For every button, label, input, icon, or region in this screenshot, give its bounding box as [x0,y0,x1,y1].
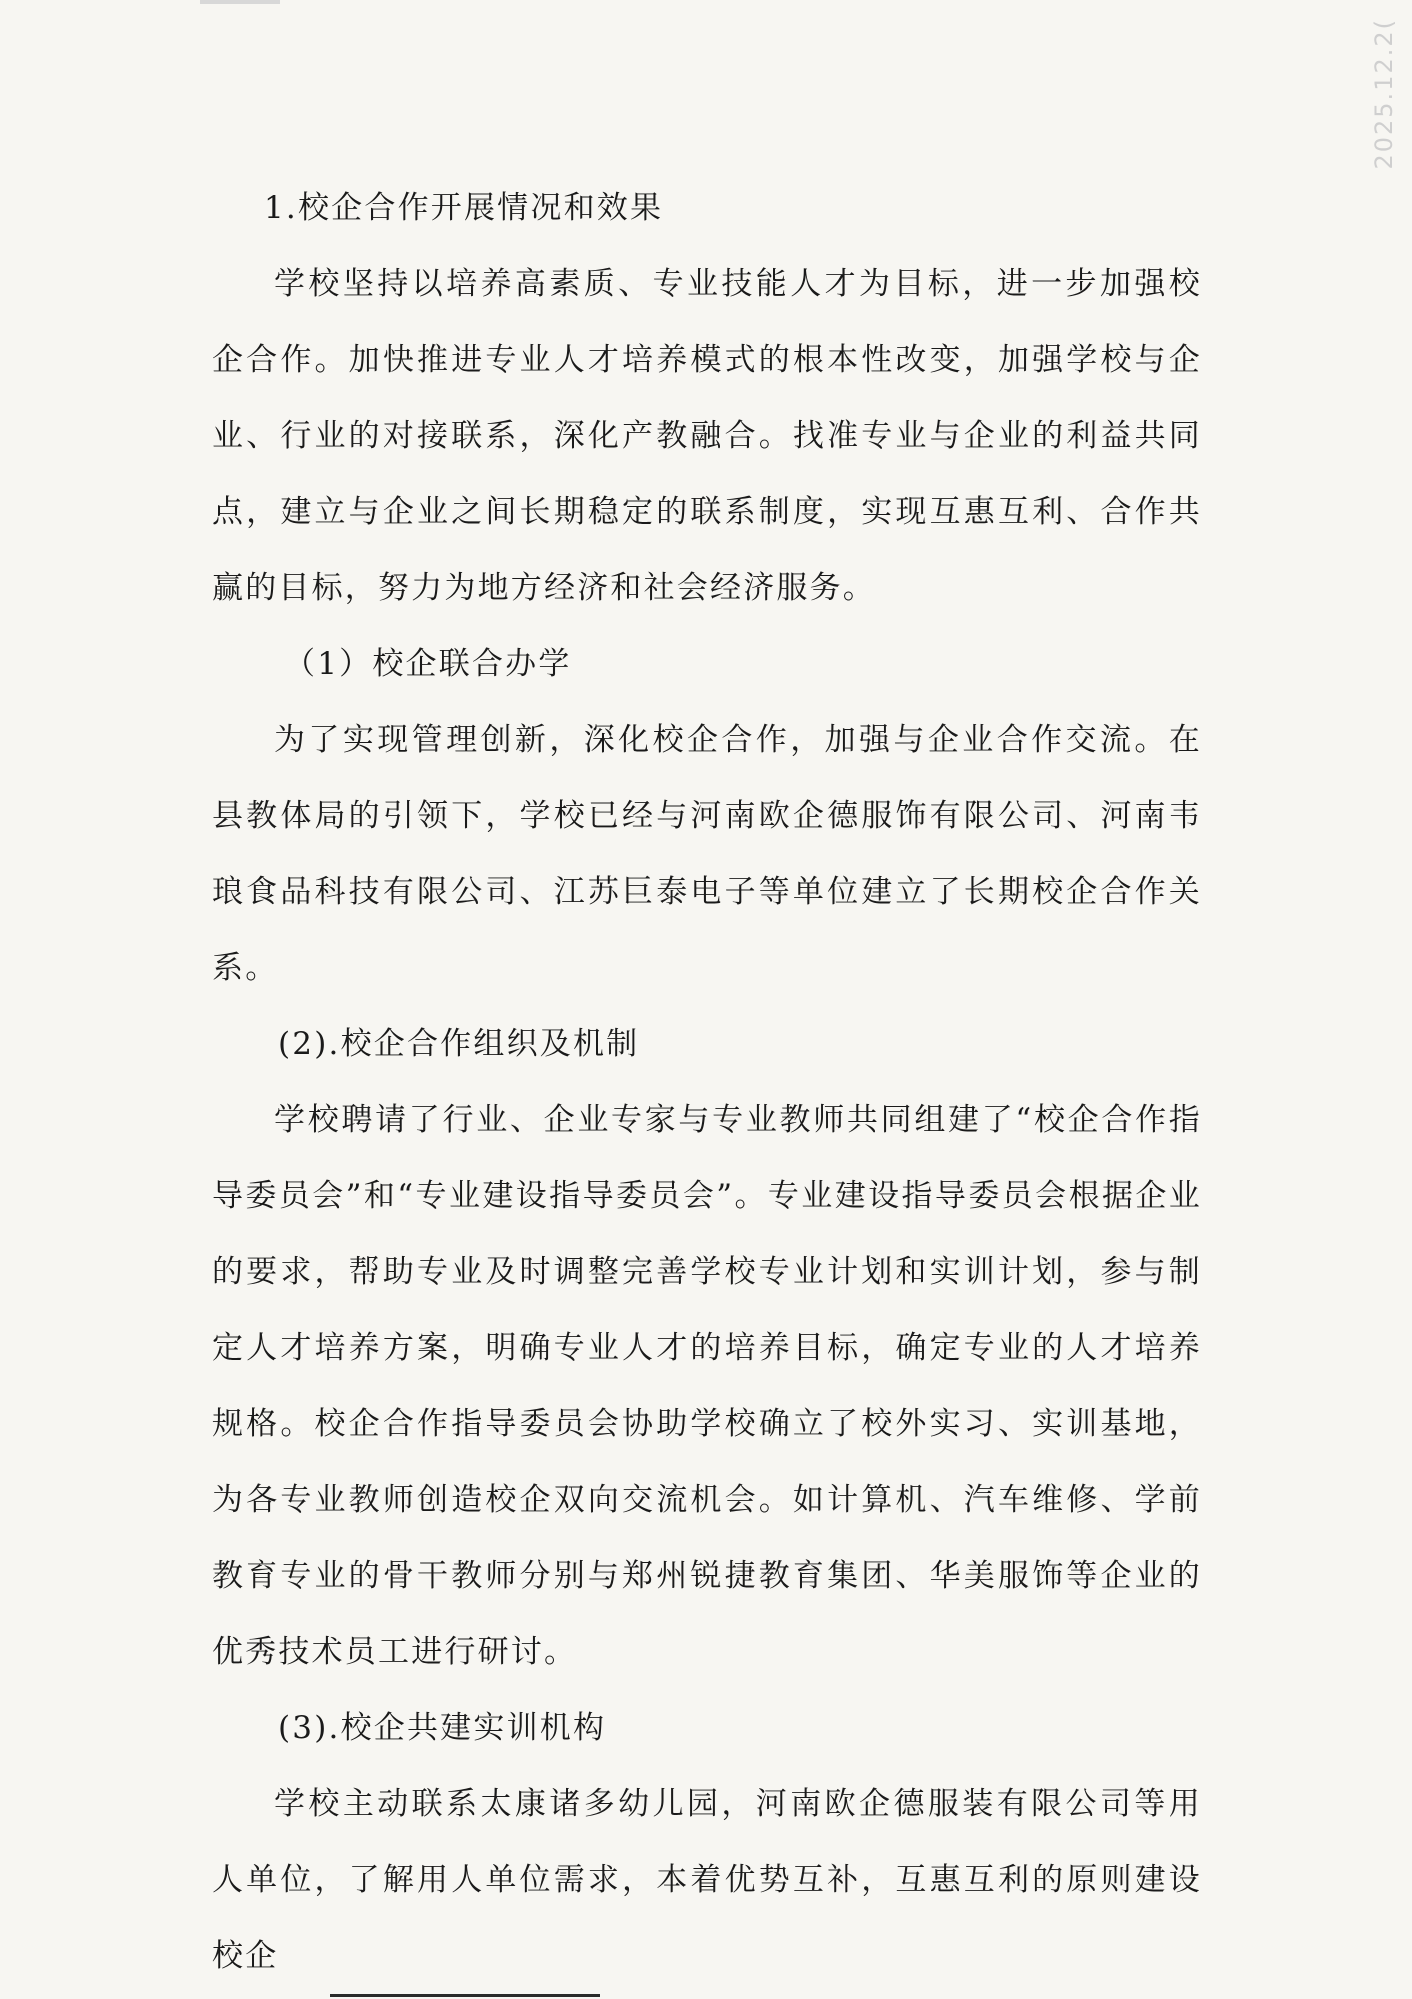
paragraph: 学校聘请了行业、企业专家与专业教师共同组建了“校企合作指导委员会”和“专业建设指导委员会”。专业建设指导委员会根据企业的要求，帮助专业及时调整完善学校专业计划和实训计划，参与制定人才培养方案，明确专业人才的培养目标，确定专业的人才培养规格。校企合作指导委员会协助学校确立了校外实习、实训基地，为各专业教师创造校企双向交流机会。如计算机、汽车维修、学前教育专业的骨干教师分别与郑州锐捷教育集团、华美服饰等企业的优秀技术员工进行研讨。 [212,1102,1202,1670]
subsection-heading: (2).校企合作组织及机制 [278,1026,640,1062]
paragraph: 学校主动联系太康诸多幼儿园，河南欧企德服装有限公司等用人单位，了解用人单位需求，本着优势互补，互惠互利的原则建设校企 [212,1786,1202,1974]
subsection-heading: （1）校企联合办学 [284,646,572,682]
paragraph: 学校坚持以培养高素质、专业技能人才为目标，进一步加强校企合作。加快推进专业人才培养模式的根本性改变，加强学校与企业、行业的对接联系，深化产教融合。找准专业与企业的利益共同点，建立与企业之间长期稳定的联系制度，实现互惠互利、合作共赢的目标，努力为地方经济和社会经济服务。 [212,266,1202,606]
document-body [212,170,1202,1994]
paragraph: 为了实现管理创新，深化校企合作，加强与企业合作交流。在县教体局的引领下，学校已经与河南欧企德服饰有限公司、河南韦琅食品科技有限公司、江苏巨泰电子等单位建立了长期校企合作关系。 [212,722,1202,986]
section-heading: 1.校企合作开展情况和效果 [264,190,664,226]
scan-edge-line [330,1994,600,1997]
subsection-heading: (3).校企共建实训机构 [278,1710,607,1746]
date-stamp: 2025.12.2( [1370,18,1398,170]
scan-mark [200,0,280,4]
